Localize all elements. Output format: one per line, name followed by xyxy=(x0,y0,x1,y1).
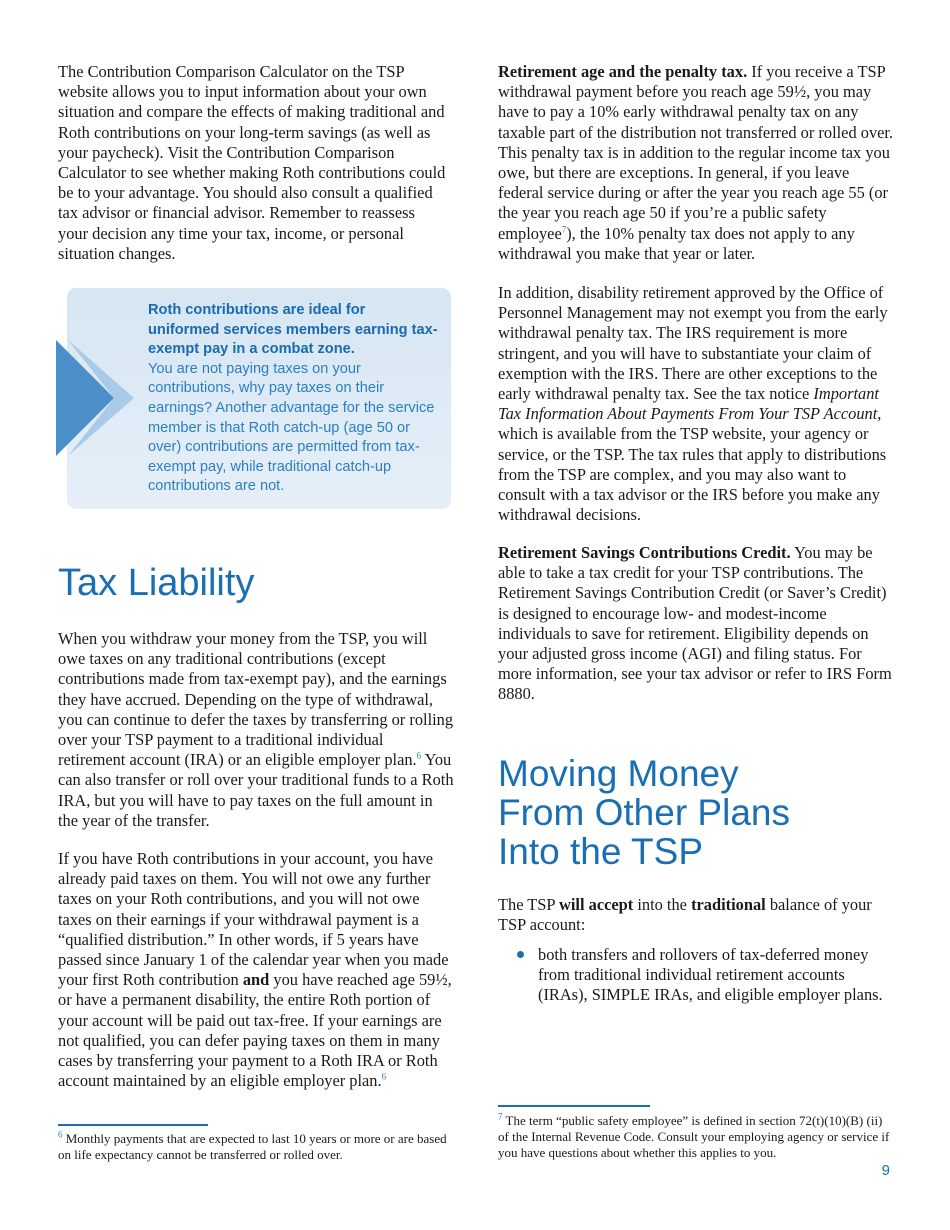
footnote-7: $^7$ The term “public safety employee” is defined in section 72(t)(10)(B) (ii) of the Internal Revenue Code. Consult your employing agency or service if you have questions about whether this applies to you. xyxy=(498,1111,890,1160)
footnote-rule-right xyxy=(498,1105,650,1107)
callout-heading: Roth contributions are ideal for uniformed services members earning tax-exempt pay in a combat zone. xyxy=(148,302,438,358)
disability-paragraph: In addition, disability retirement approved by the Office of Personnel Management may not exempt you from the early withdrawal penalty tax. The IRS requirement is more stringent, and you will have to substantiate your claim of exemption with the IRS. There are other exceptions to the early withdrawal penalty tax. See the tax notice Important Tax Information About Payments From Your TSP Account, which is available from the TSP website, your agency or service, or the TSP. The tax rules that apply to distributions from the TSP are complex, and you may also want to consult with a tax advisor or the IRS before you make any withdrawal decisions. xyxy=(498,283,888,525)
chevron-arrow-icon xyxy=(56,340,136,456)
callout-body: You are not paying taxes on your contributions, why pay taxes on their earnings? Another advantage for the service member is that Roth catch-up (age 50 or over) contributions are permitted from tax-exempt pay, while traditional catch-up contributions are not. xyxy=(148,360,435,495)
footnote-ref-6b: 6 xyxy=(381,1071,387,1082)
penalty-tax-paragraph: Retirement age and the penalty tax. If you receive a TSP withdrawal payment before you reach age 59½, you may have to pay a 10% early withdrawal penalty tax on any taxable part of the distribution not transferred or rolled over. This penalty tax is in addition to the regular income tax you owe, but there are exceptions. In general, if you leave federal service during or after the year you reach age 55 (or the year you reach age 50 if you’re a public safety employee$^7$), the 10% penalty tax does not apply to any withdrawal you make that year or later. xyxy=(498,62,894,263)
callout-text xyxy=(148,301,440,497)
footnote-6: $^6$ Monthly payments that are expected to last 10 years or more or are based on life expectancy cannot be transferred or rolled over. xyxy=(58,1129,447,1162)
footnote-ref-7: 7 xyxy=(561,224,567,235)
savers-credit-paragraph: Retirement Savings Contributions Credit. You may be able to take a tax credit for your TSP contributions. The Retirement Savings Contribution Credit (or Saver’s Credit) is designed to encourage low- and modest-income individuals to save for retirement. Eligibility depends on your adjusted gross income (AGI) and filing status. For more information, see your tax advisor or refer to IRS Form 8880. xyxy=(498,543,892,704)
will-accept-paragraph: The TSP will accept into the traditional balance of your TSP account: xyxy=(498,895,872,935)
list-item: both transfers and rollovers of tax-deferred money from traditional individual retirement accounts (IRAs), SIMPLE IRAs, and eligible employer plans. xyxy=(498,945,896,1006)
footnote-ref-6: 6 xyxy=(416,750,422,761)
accept-list xyxy=(498,945,896,1006)
page-number: 9 xyxy=(881,1162,890,1179)
section-title-moving-money: Moving Money From Other Plans Into the TSP xyxy=(498,753,790,872)
bullet-icon xyxy=(517,951,524,958)
tax-liability-paragraph-2: If you have Roth contributions in your account, you have already paid taxes on them. You will not owe any further taxes on your Roth contributions, and you will not owe taxes on their earnings if your withdrawal payment is a “qualified distribution.” In other words, if 5 years have passed since January 1 of the calendar year when you made your first Roth contribution and you have reached age 59½, or have a permanent disability, the entire Roth portion of your account will be paid out tax-free. If your earnings are not qualified, you can defer paying taxes on them in many cases by transferring your payment to a Roth IRA or Roth account maintained by an eligible employer plan.$^6$ xyxy=(58,849,452,1091)
intro-paragraph: The Contribution Comparison Calculator on the TSP website allows you to input information about your own situation and compare the effects of making traditional and Roth contributions on your long-term savings (as well as your paycheck). Visit the Contribution Comparison Calculator to see whether making Roth contributions could be to your advantage. You should also consult a qualified tax advisor or financial advisor. Remember to reassess your decision any time your tax, income, or personal situation changes. xyxy=(58,62,446,263)
section-title-tax-liability: Tax Liability xyxy=(58,562,255,604)
tax-liability-paragraph-1: When you withdraw your money from the TSP, you will owe taxes on any traditional contributions (except contributions made from tax-exempt pay), and the earnings they have accrued. Depending on the type of withdrawal, you can continue to defer the taxes by transferring or rolling over your TSP payment to a traditional individual retirement account (IRA) or an eligible employer plan.$^6$ You can also transfer or roll over your traditional funds to a Roth IRA, but you will have to pay taxes on the full amount in the year of the transfer. xyxy=(58,629,454,830)
footnote-rule-left xyxy=(58,1124,208,1126)
